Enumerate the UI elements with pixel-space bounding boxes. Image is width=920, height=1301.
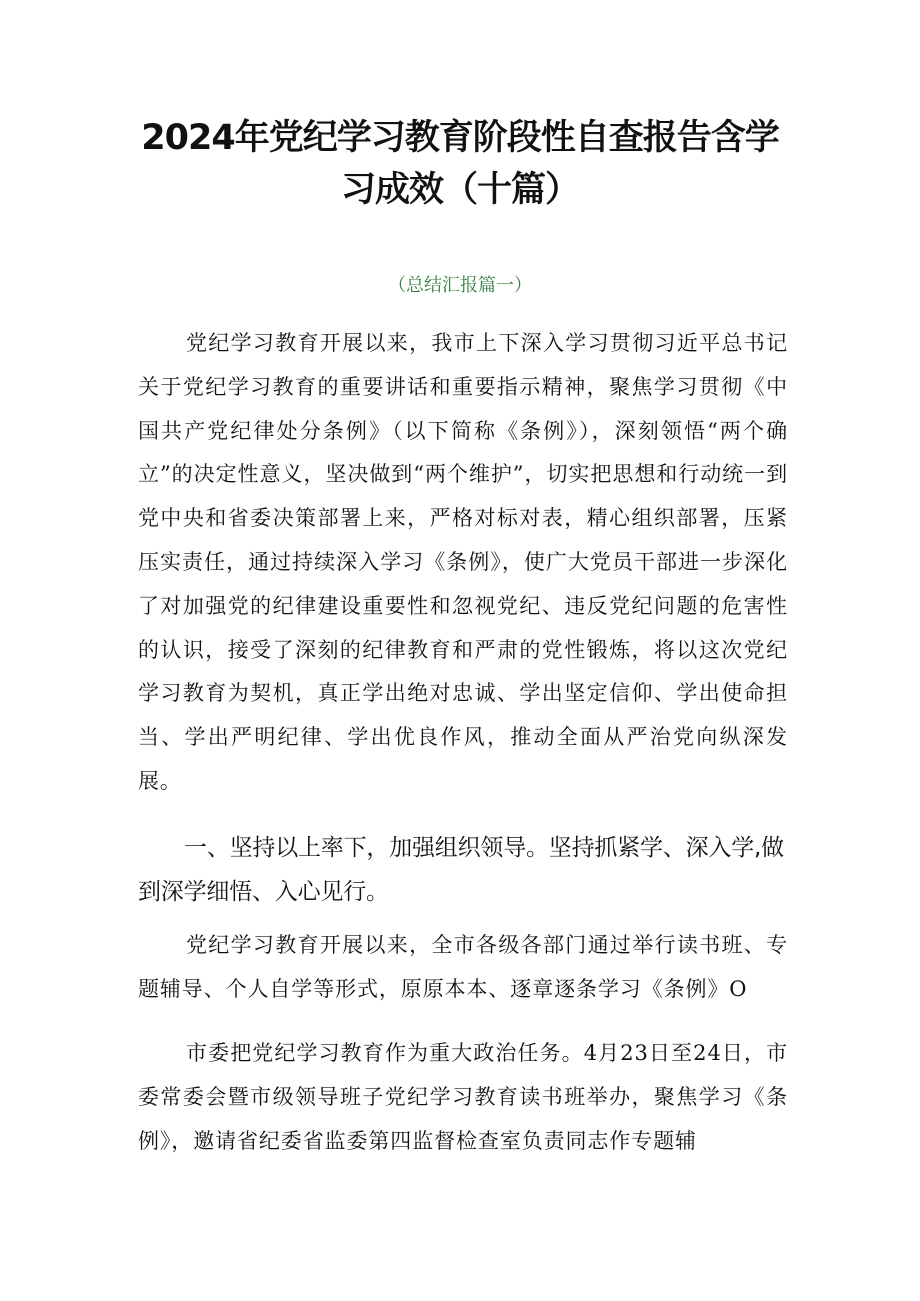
- body-paragraph-3: 市委把党纪学习教育作为重大政治任务。4月23日至24日，市委常委会暨市级领导班子党纪学习教育读书班举办，聚焦学习《条例》，邀请省纪委省监委第四监督检查室负责同志作专题辅: [138, 1041, 788, 1153]
- document-title: 2024年党纪学习教育阶段性自查报告含学习成效（十篇）: [141, 118, 779, 210]
- body-paragraph-1: 党纪学习教育开展以来，我市上下深入学习贯彻习近平总书记关于党纪学习教育的重要讲话和重要指示精神，聚焦学习贯彻《中国共产党纪律处分条例》（以下简称《条例》），深刻领悟“两个确立”的决定性意义，坚决做到“两个维护”，切实把思想和行动统一到党中央和省委决策部署上来，严格对标对表，精心组织部署，压紧压实责任，通过持续深入学习《条例》，使广大党员干部进一步深化了对加强党的纪律建设重要性和忽视党纪、违反党纪问题的危害性的认识，接受了深刻的纪律教育和严肃的党性锻炼，将以这次党纪学习教育为契机，真正学出绝对忠诚、学出坚定信仰、学出使命担当、学出严明纪律、学出优良作风，推动全面从严治党向纵深发展。: [138, 331, 788, 793]
- document-subtitle: （总结汇报篇一）: [388, 275, 532, 296]
- body-paragraph-2: 党纪学习教育开展以来，全市各级各部门通过举行读书班、专题辅导、个人自学等形式，原原本本、逐章逐条学习《条例》O: [138, 933, 788, 1001]
- section-heading-1: 一、坚持以上率下，加强组织领导。坚持抓紧学、深入学,做到深学细悟、入心见行。: [138, 835, 784, 905]
